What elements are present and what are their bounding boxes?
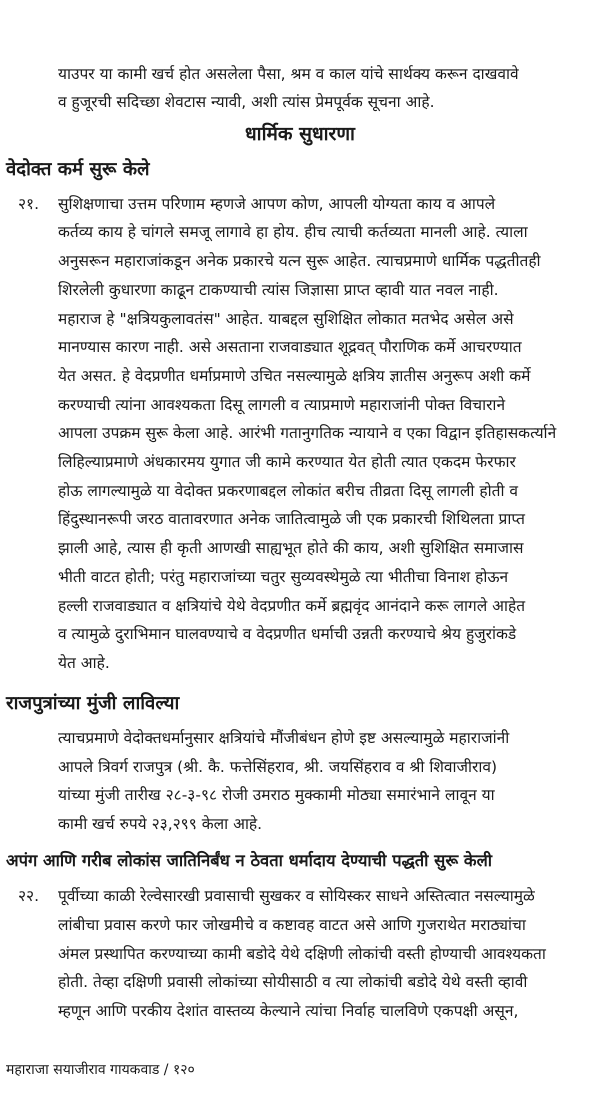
munji-line-3: यांच्या मुंजी तारीख २८-३-९८ रोजी उमराठ मुक्कामी मोठ्या समारंभाने लावून या [58, 786, 495, 804]
page-footer: महाराजा सयाजीराव गायकवाड / १२० [6, 1062, 195, 1078]
munji-line-4: कामी खर्च रुपये २३,२९९ केला आहे. [58, 815, 263, 833]
para21-line-7: येत असत. हे वेदप्रणीत धर्माप्रमाणे उचित नसल्यामुळे क्षत्रिय ज्ञातीस अनुरूप अशी कर्मे [58, 367, 531, 385]
intro-line-2: व हुजूरची सदिच्छा शेवटास न्यावी, अशी त्यांस प्रेमपूर्वक सूचना आहे. [58, 93, 435, 111]
subsection-title-vedokta: वेदोक्त कर्म सुरू केले [6, 159, 150, 180]
para22-line-3: अंमल प्रस्थापित करण्याच्या कामी बडोदे येथे दक्षिणी लोकांची वस्ती होण्याची आवश्यकता [58, 945, 546, 963]
para21-line-12: हिंदुस्थानरूपी जरठ वातावरणात अनेक जातित्वामुळे जी एक प्रकारची शिथिलता प्राप्त [58, 510, 525, 528]
paragraph-number-22: २२. [18, 887, 40, 905]
para21-line-1: सुशिक्षणाचा उत्तम परिणाम म्हणजे आपण कोण, आपली योग्यता काय व आपले [58, 195, 496, 213]
para22-line-5: म्हणून आणि परकीय देशांत वास्तव्य केल्याने त्यांचा निर्वाह चालविणे एकपक्षी असून, [58, 1002, 519, 1020]
para22-line-1: पूर्वीच्या काळी रेल्वेसारखी प्रवासाची सुखकर व सोयिस्कर साधने अस्तित्वात नसल्यामुळे [58, 887, 535, 905]
para21-line-2: कर्तव्य काय हे चांगले समजू लागावे हा होय. हीच त्याची कर्तव्यता मानली आहे. त्याला [58, 223, 528, 241]
para21-line-14: भीती वाटत होती; परंतु महाराजांच्या चतुर सुव्यवस्थेमुळे त्या भीतीचा विनाश होऊन [58, 568, 509, 586]
para21-line-16: व त्यामुळे दुराभिमान घालवण्याचे व वेदप्रणीत धर्माची उन्नती करण्याचे श्रेय हुजुरांकडे [58, 625, 517, 643]
para21-line-3: अनुसरून महाराजांकडून अनेक प्रकारचे यत्न सुरू आहेत. त्याचप्रमाणे धार्मिक पद्धतीतही [58, 252, 541, 270]
munji-line-2: आपले त्रिवर्ग राजपुत्र (श्री. कै. फत्तेसिंहराव, श्री. जयसिंहराव व श्री शिवाजीराव) [58, 758, 498, 776]
para22-line-2: लांबीचा प्रवास करणे फार जोखमीचे व कष्टावह वाटत असे आणि गुजराथेत मराठ्यांचा [58, 916, 526, 934]
para21-line-17: येत आहे. [58, 654, 110, 672]
subsection-title-dharmaday: अपंग आणि गरीब लोकांस जातिनिर्बंध न ठेवता धर्मादाय देण्याची पद्धती सुरू केली [6, 851, 493, 870]
para21-line-13: झाली आहे, त्यास ही कृती आणखी साह्यभूत होते की काय, अशी सुशिक्षित समाजास [58, 539, 524, 557]
munji-line-1: त्याचप्रमाणे वेदोक्तधर्मानुसार क्षत्रियांचे मौंजीबंधन होणे इष्ट असल्यामुळे महाराजांनी [58, 729, 510, 747]
paragraph-number: २१. [18, 195, 40, 213]
para21-line-4: शिरलेली कुधारणा काढून टाकण्याची त्यांस जिज्ञासा प्राप्त व्हावी यात नवल नाही. [58, 281, 499, 299]
section-title: धार्मिक सुधारणा [245, 123, 355, 145]
para21-line-10: लिहिल्याप्रमाणे अंधकारमय युगात जी कामे करण्यात येत होती त्यात एकदम फेरफार [58, 453, 516, 471]
para21-line-11: होऊ लागल्यामुळे या वेदोक्त प्रकरणाबद्दल लोकांत बरीच तीव्रता दिसू लागली होती व [58, 482, 519, 500]
intro-line-1: याउपर या कामी खर्च होत असलेला पैसा, श्रम व काल यांचे सार्थक्य करून दाखवावे [58, 65, 519, 83]
subsection-title-munji: राजपुत्रांच्या मुंजी लाविल्या [6, 693, 180, 714]
para21-line-6: मानण्यास कारण नाही. असे असताना राजवाड्यात शूद्रवत् पौराणिक कर्मे आचरण्यात [58, 338, 522, 356]
para21-line-5: महाराज हे "क्षत्रियकुलावतंस" आहेत. याबद्दल सुशिक्षित लोकात मतभेद असेल असे [58, 310, 514, 328]
para21-line-15: हल्ली राजवाड्यात व क्षत्रियांचे येथे वेदप्रणीत कर्मे ब्रह्मवृंद आनंदाने करू लागले आहेत [58, 597, 526, 615]
para21-line-8: करण्याची त्यांना आवश्यकता दिसू लागली व त्याप्रमाणे महाराजांनी पोक्त विचाराने [58, 396, 506, 414]
para21-line-9: आपला उपक्रम सुरू केला आहे. आरंभी गतानुगतिक न्यायाने व एका विद्वान इतिहासकर्त्याने [58, 424, 557, 442]
para22-line-4: होती. तेव्हा दक्षिणी प्रवासी लोकांच्या सोयीसाठी व त्या लोकांची बडोदे येथे वस्ती व्हावी [58, 973, 528, 991]
